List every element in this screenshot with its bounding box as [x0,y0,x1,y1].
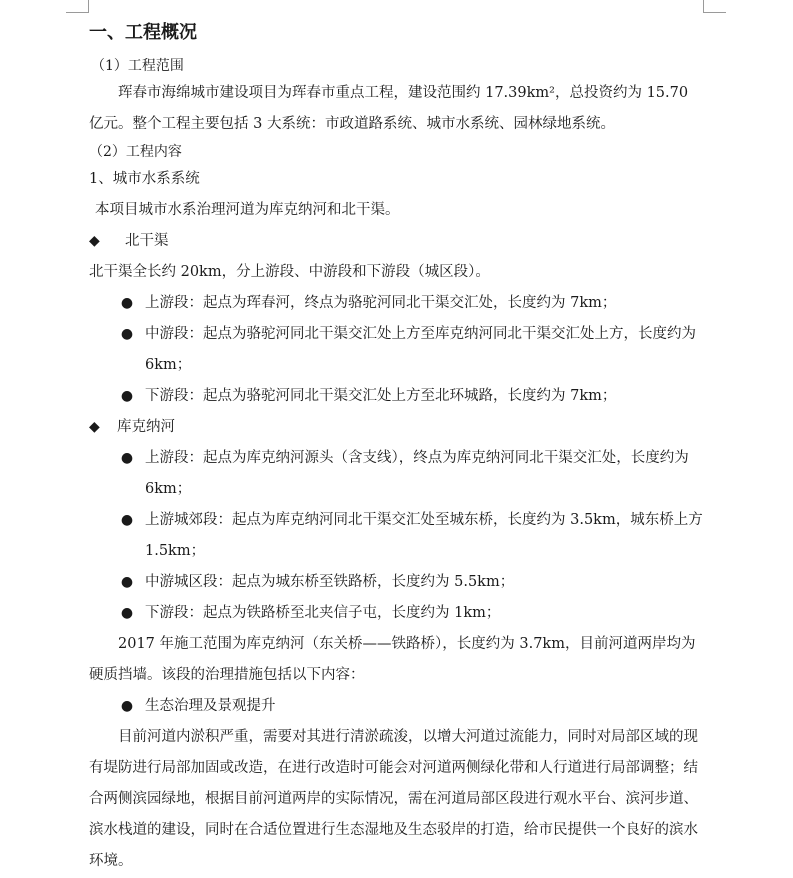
beigan-title: 北干渠 [125,233,169,249]
list-item-text: 下游段：起点为骆驼河同北干渠交汇处上方至北环城路，长度约为 7km； [145,388,617,404]
list-item [89,381,703,412]
section-heading: 一、工程概况 [89,22,197,43]
crop-mark-right [703,0,726,13]
list-item-text: 上游段：起点为库克纳河源头（含支线），终点为库克纳河同北干渠交汇处，长度约为 6km； [145,450,689,497]
river-intro-paragraph: 本项目城市水系治理河道为库克纳河和北干渠。 [95,202,400,218]
bullet-icon: ● [120,512,134,528]
list-item-text: 中游段：起点为骆驼河同北干渠交汇处上方至库克纳河同北干渠交汇处上方，长度约为 6km； [145,326,696,373]
list-item-text: 下游段：起点为铁路桥至北夹信子屯，长度约为 1km； [145,605,501,621]
water-system-heading: 1、城市水系系统 [89,171,200,187]
eco-heading: 生态治理及景观提升 [145,698,276,714]
list-item-text: 上游城郊段：起点为库克纳河同北干渠交汇处至城东桥，长度约为 3.5km，城东桥上方 1.5km； [145,512,703,559]
document-body [89,18,703,877]
kuke-title: 库克纳河 [117,419,175,435]
bullet-icon: ● [120,698,134,714]
list-item-text: 中游城区段：起点为城东桥至铁路桥，长度约为 5.5km； [145,574,515,590]
content-label: （2）工程内容 [89,144,182,160]
beigan-paragraph: 北干渠全长约 20km，分上游段、中游段和下游段（城区段）。 [89,264,490,280]
list-item [89,288,703,319]
list-item [89,598,703,629]
kuke-heading [89,412,703,443]
list-item [89,505,703,567]
bullet-icon: ● [120,605,134,621]
bullet-icon: ● [120,450,134,466]
crop-mark-left [66,0,89,13]
bullet-icon: ● [120,326,134,342]
bullet-icon: ● [120,388,134,404]
list-item [89,443,703,505]
bullet-icon: ● [120,574,134,590]
scope-paragraph: 珲春市海绵城市建设项目为珲春市重点工程，建设范围约 17.39km²，总投资约为 15.70 亿元。整个工程主要包括 3 大系统：市政道路系统、城市水系统、园林绿地系统。 [89,85,689,132]
beigan-heading [89,226,703,257]
construction-paragraph: 2017 年施工范围为库克纳河（东关桥——铁路桥），长度约为 3.7km，目前河道两岸均为硬质挡墙。该段的治理措施包括以下内容： [89,636,696,683]
bullet-icon: ● [120,295,134,311]
diamond-icon: ◆ [89,419,100,435]
list-item [89,567,703,598]
diamond-icon: ◆ [89,233,100,249]
list-item-text: 上游段：起点为珲春河，终点为骆驼河同北干渠交汇处，长度约为 7km； [145,295,617,311]
list-item [89,319,703,381]
eco-paragraph: 目前河道内淤积严重，需要对其进行清淤疏浚，以增大河道过流能力，同时对局部区域的现有堤防进行局部加固或改造，在进行改造时可能会对河道两侧绿化带和人行道进行局部调整；结合两侧滨园绿地，根据目前河道两岸的实际情况，需在河道局部区段进行观水平台、滨河步道、滨水栈道的建设，同时在合适位置进行生态湿地及生态驳岸的打造，给市民提供一个良好的滨水环境。 [89,729,698,869]
list-item [89,691,703,722]
scope-label: （1）工程范围 [91,58,184,74]
